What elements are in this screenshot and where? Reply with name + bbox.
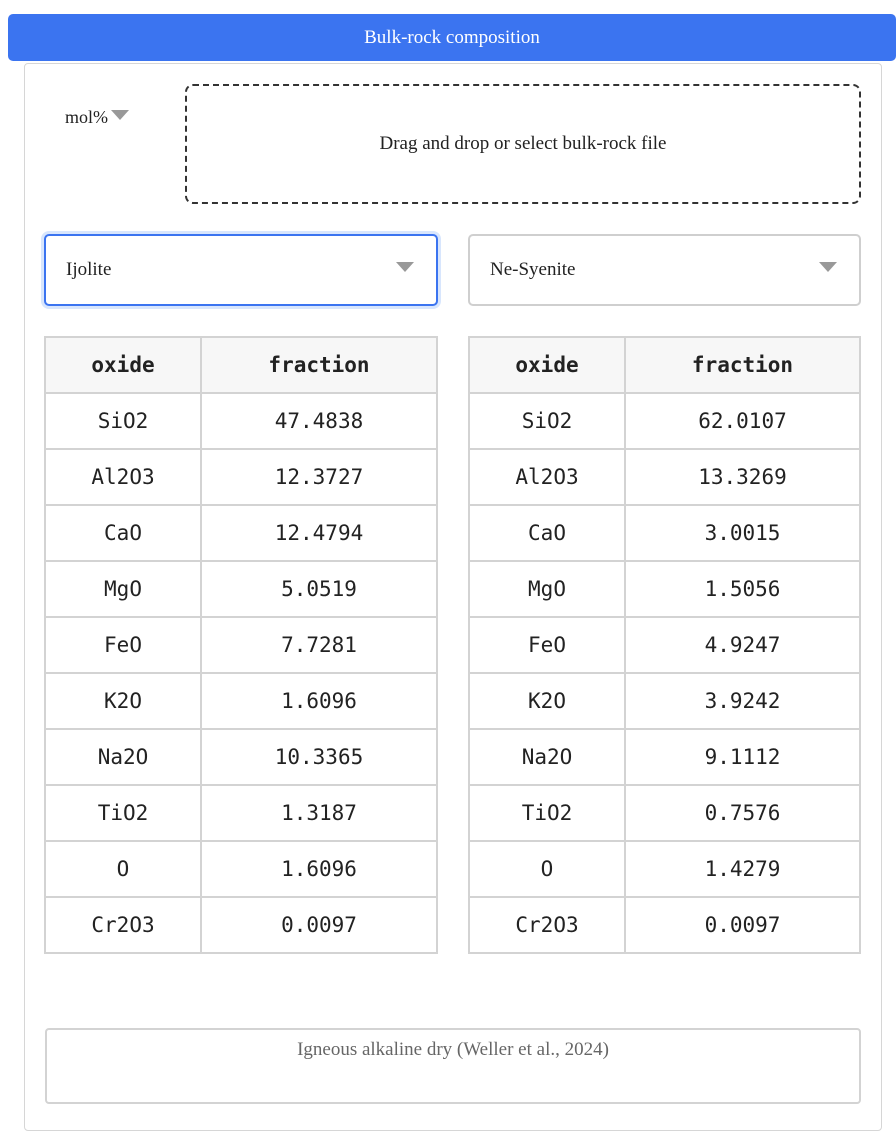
oxide-cell[interactable]: K2O	[469, 673, 625, 729]
fraction-cell[interactable]: 1.3187	[201, 785, 437, 841]
table-row	[469, 673, 860, 729]
fraction-cell[interactable]: 9.1112	[625, 729, 860, 785]
caret-down-icon	[396, 262, 414, 272]
fraction-cell[interactable]: 5.0519	[201, 561, 437, 617]
right-rock-dropdown[interactable]	[468, 234, 861, 306]
right-rock-dropdown-value: Ne-Syenite	[490, 259, 576, 280]
oxide-cell[interactable]: MgO	[469, 561, 625, 617]
fraction-cell[interactable]: 13.3269	[625, 449, 860, 505]
fraction-cell[interactable]: 7.7281	[201, 617, 437, 673]
table-row	[469, 841, 860, 897]
fraction-cell[interactable]: 1.4279	[625, 841, 860, 897]
table-header-row	[469, 337, 860, 393]
fraction-cell[interactable]: 12.3727	[201, 449, 437, 505]
unit-selector[interactable]	[65, 106, 129, 128]
oxide-cell[interactable]: O	[45, 841, 201, 897]
database-label: Igneous alkaline dry (Weller et al., 2024)	[297, 1039, 609, 1060]
table-row	[469, 897, 860, 953]
table-row	[45, 841, 437, 897]
left-rock-dropdown-value: Ijolite	[66, 259, 112, 280]
table-row	[469, 505, 860, 561]
left-oxide-table	[44, 336, 438, 954]
table-row	[45, 897, 437, 953]
table-row	[45, 785, 437, 841]
right-oxide-table	[468, 336, 861, 954]
table-header-row	[45, 337, 437, 393]
oxide-cell[interactable]: K2O	[45, 673, 201, 729]
table-row	[469, 449, 860, 505]
oxide-cell[interactable]: CaO	[45, 505, 201, 561]
oxide-cell[interactable]: SiO2	[469, 393, 625, 449]
oxide-cell[interactable]: CaO	[469, 505, 625, 561]
bulk-rock-file-dropzone[interactable]	[185, 84, 861, 204]
fraction-cell[interactable]: 0.0097	[625, 897, 860, 953]
table-row	[45, 617, 437, 673]
table-row	[469, 729, 860, 785]
oxide-cell[interactable]: TiO2	[469, 785, 625, 841]
fraction-cell[interactable]: 3.0015	[625, 505, 860, 561]
oxide-cell[interactable]: SiO2	[45, 393, 201, 449]
oxide-cell[interactable]: Cr2O3	[45, 897, 201, 953]
oxide-cell[interactable]: Al2O3	[469, 449, 625, 505]
caret-down-icon	[111, 110, 129, 120]
oxide-cell[interactable]: Na2O	[469, 729, 625, 785]
oxide-cell[interactable]: TiO2	[45, 785, 201, 841]
table-row	[469, 561, 860, 617]
fraction-cell[interactable]: 0.7576	[625, 785, 860, 841]
bulk-rock-header-button[interactable]	[8, 14, 896, 61]
column-header-fraction[interactable]: fraction	[201, 337, 437, 393]
dropzone-text: Drag and drop or select bulk-rock file	[379, 133, 667, 154]
table-row	[45, 673, 437, 729]
caret-down-icon	[819, 262, 837, 272]
table-row	[469, 617, 860, 673]
fraction-cell[interactable]: 1.6096	[201, 673, 437, 729]
table-row	[45, 729, 437, 785]
fraction-cell[interactable]: 10.3365	[201, 729, 437, 785]
fraction-cell[interactable]: 3.9242	[625, 673, 860, 729]
fraction-cell[interactable]: 12.4794	[201, 505, 437, 561]
column-header-oxide[interactable]: oxide	[45, 337, 201, 393]
header-title: Bulk-rock composition	[364, 26, 540, 48]
table-row	[45, 393, 437, 449]
oxide-cell[interactable]: FeO	[45, 617, 201, 673]
fraction-cell[interactable]: 62.0107	[625, 393, 860, 449]
table-row	[45, 505, 437, 561]
database-label-box	[45, 1028, 861, 1104]
table-row	[45, 449, 437, 505]
fraction-cell[interactable]: 1.5056	[625, 561, 860, 617]
table-row	[45, 561, 437, 617]
table-row	[469, 785, 860, 841]
oxide-cell[interactable]: FeO	[469, 617, 625, 673]
fraction-cell[interactable]: 1.6096	[201, 841, 437, 897]
table-row	[469, 393, 860, 449]
oxide-cell[interactable]: Cr2O3	[469, 897, 625, 953]
left-rock-dropdown[interactable]	[44, 234, 438, 306]
unit-selector-value: mol%	[65, 106, 108, 127]
fraction-cell[interactable]: 4.9247	[625, 617, 860, 673]
oxide-cell[interactable]: Na2O	[45, 729, 201, 785]
oxide-cell[interactable]: Al2O3	[45, 449, 201, 505]
fraction-cell[interactable]: 0.0097	[201, 897, 437, 953]
column-header-oxide[interactable]: oxide	[469, 337, 625, 393]
fraction-cell[interactable]: 47.4838	[201, 393, 437, 449]
oxide-cell[interactable]: O	[469, 841, 625, 897]
oxide-cell[interactable]: MgO	[45, 561, 201, 617]
column-header-fraction[interactable]: fraction	[625, 337, 860, 393]
